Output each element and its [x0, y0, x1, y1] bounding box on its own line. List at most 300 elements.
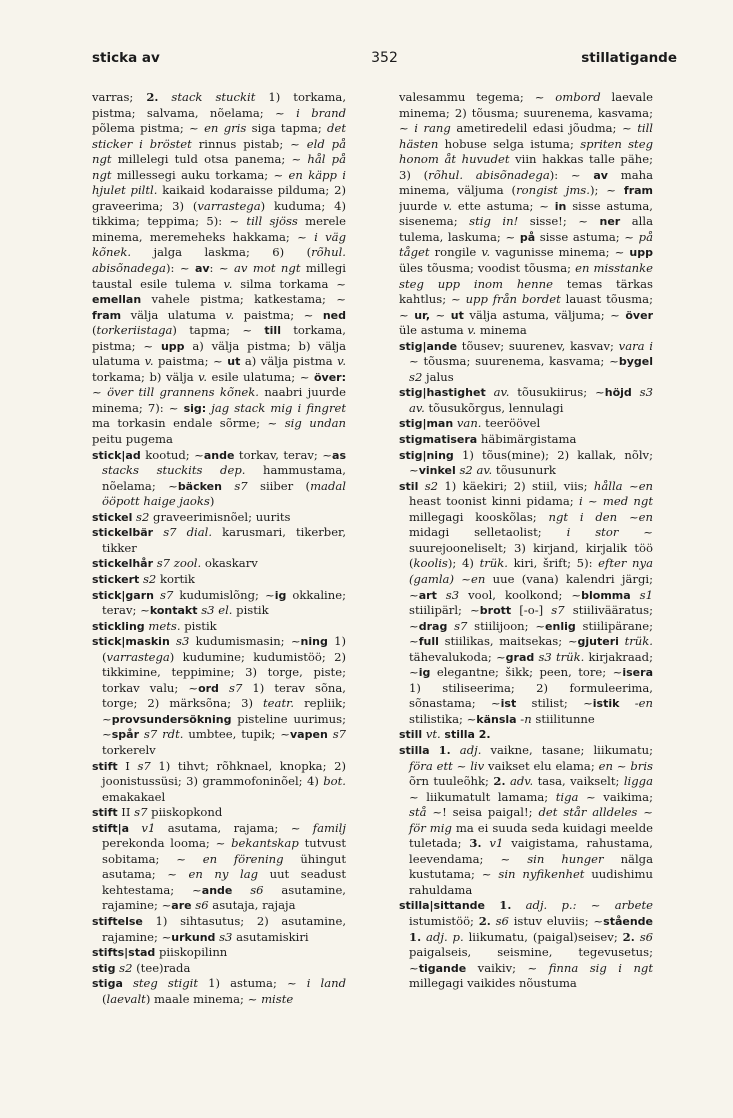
italic-text: trük. — [479, 556, 508, 571]
entry-text: ma ei suuda seda kuidagi meelde tuletada; — [409, 820, 653, 851]
entry-text: torkerelv — [102, 742, 156, 757]
entry-text: emakakael — [102, 789, 166, 804]
entry-text: peitu pugema — [92, 432, 173, 447]
entry-text: ~ — [576, 898, 615, 913]
entry-text: esile ulatuma; ~ — [207, 369, 314, 384]
entry-text: stiilitunne — [531, 711, 595, 726]
entry-text: midagi selletaolist; — [409, 525, 567, 540]
subentry-word: vapen — [290, 728, 328, 742]
italic-text: mets. — [148, 618, 181, 633]
italic-text: v. — [144, 354, 154, 369]
headword: stilla — [399, 743, 430, 757]
italic-text: föra ett — [409, 758, 453, 773]
entry-text: tähevalukoda; ~ — [409, 649, 506, 664]
entry-text — [486, 385, 494, 399]
italic-text: teatr. — [263, 696, 295, 711]
entry-text: 1) tõus(mine); 2) kallak, nõlv; ~ — [409, 447, 653, 478]
entry-text: ~ — [612, 758, 631, 773]
entry-text: okkaline; terav; ~ — [102, 587, 346, 618]
italic-text: av. — [493, 385, 510, 400]
headword: stickling — [92, 619, 145, 633]
entry-text: stiilijoon; ~ — [467, 618, 546, 633]
italic-text: s6 — [250, 882, 264, 897]
dictionary-entry — [399, 339, 653, 386]
italic-text: upp från bordet — [465, 292, 561, 307]
headword: stifts|stad — [92, 946, 156, 960]
entry-text — [232, 883, 250, 897]
entry-text: millegi taustal esile tulema — [92, 261, 346, 291]
italic-text: s2 — [424, 478, 439, 493]
entry-text: piiskopilinn — [155, 945, 228, 960]
subentry-word: enlig — [545, 619, 576, 633]
entry-text — [511, 898, 525, 912]
subentry-word: fram — [623, 184, 653, 198]
subentry-word: bygel — [618, 355, 653, 369]
italic-text: i brand — [296, 105, 346, 120]
left-column — [92, 90, 346, 1100]
entry-text: ): ~ — [549, 167, 594, 182]
headword: stickel — [92, 510, 133, 524]
italic-text: s2 av. — [459, 463, 493, 478]
sense-number: 1. — [409, 929, 422, 944]
italic-text: s3 — [176, 634, 190, 649]
entry-text: ~ — [454, 571, 472, 586]
italic-text: en ny lag — [188, 867, 259, 882]
italic-text: v. — [467, 323, 477, 338]
entry-text: ); ~ — [589, 183, 624, 198]
entry-text — [632, 385, 640, 399]
subentry-word: stilla 2. — [444, 728, 491, 742]
entry-text: graveerimisnõel; uurits — [149, 509, 291, 524]
italic-text: ombord — [555, 90, 601, 104]
entry-text: ma torkasin endale sõrme; ~ — [92, 416, 285, 431]
entry-text: vaikne, tasane; liikumatu; — [481, 742, 653, 757]
entry-text: ~ — [637, 805, 653, 820]
italic-text: en käpp i hjulet piltl. — [92, 167, 346, 198]
italic-text: sin nyfikenhet — [498, 867, 585, 882]
entry-text: jalus — [422, 369, 454, 384]
entry-text: ~ — [92, 385, 108, 400]
dictionary-entry — [399, 432, 653, 448]
italic-text: v. — [223, 276, 233, 291]
italic-text: v. — [198, 369, 208, 384]
italic-text: för mig — [409, 820, 452, 835]
headword: stick|ad — [92, 448, 141, 462]
subentry-word: stående — [603, 914, 653, 928]
entry-text: liikumatu, (paigal)seisev; — [463, 929, 623, 944]
italic-text: v1 — [141, 820, 156, 835]
entry-text: millelegi tuld otsa panema; ~ — [111, 152, 308, 167]
entry-text: 1) terav sõna, torge; 2) märksõna; 3) — [102, 680, 346, 711]
italic-text: v. — [225, 307, 235, 322]
subentry-word: på — [519, 230, 536, 244]
entry-text: ( — [92, 323, 97, 338]
entry-text: ) tapma; ~ — [172, 323, 265, 338]
italic-text: över till grannens kõnek. — [107, 385, 259, 400]
entry-text — [222, 479, 234, 493]
entry-text: välja ulatuma — [121, 307, 226, 322]
entry-text: 1) torkama, pistma; salvama, nõelama; ~ — [92, 90, 346, 120]
italic-text: torkeriistaga — [96, 323, 173, 338]
subentry-word: höjd — [604, 386, 632, 400]
subentry-word: ut — [450, 308, 464, 322]
entry-text — [123, 976, 133, 990]
subentry-word: ande — [203, 448, 235, 462]
entry-text: minema — [476, 323, 527, 338]
italic-text: finna sig i ngt — [548, 960, 653, 975]
italic-text: till sjöss — [246, 214, 298, 229]
entry-text: maha minema, väljuma ( — [399, 167, 653, 198]
italic-text: adj. p. — [426, 929, 464, 944]
entry-text — [129, 821, 141, 835]
entry-text: pistik — [232, 603, 269, 618]
italic-text: rongist jms. — [516, 183, 590, 198]
subentry-word: ning — [300, 635, 328, 649]
entry-text — [430, 743, 439, 757]
dictionary-entry — [399, 898, 653, 991]
entry-text: hammustama, nõelama; ~ — [102, 463, 346, 493]
entry-text: laevale minema; 2) tõusma; suurenema, kasvama; ~ — [399, 90, 653, 136]
entry-text: torkama, pistma; ~ — [92, 323, 346, 353]
entry-text: millegagi vaikides nõustuma — [409, 976, 577, 991]
entry-text — [437, 588, 446, 602]
italic-text: det står alldeles — [538, 805, 638, 820]
headword: stigmatisera — [399, 433, 478, 447]
subentry-word: as — [332, 448, 346, 462]
italic-text: en förening — [202, 851, 284, 866]
italic-text: s7 — [134, 805, 148, 820]
entry-text: õrn tuuleõhk; — [409, 774, 494, 789]
entry-text: 1) ( — [102, 634, 346, 664]
entry-text — [158, 90, 171, 104]
entry-text: sisse!; ~ — [518, 214, 600, 229]
italic-text: rõhul. abisõnadega — [92, 245, 346, 276]
subentry-word: in — [554, 199, 567, 213]
entry-text: ~ — [622, 478, 639, 493]
italic-text: s2 — [409, 369, 423, 384]
entry-text: siga tapma; — [246, 121, 328, 136]
entry-text: rongile — [429, 245, 482, 260]
subentry-word: upp — [629, 246, 653, 260]
italic-text: spriten steg honom åt huvudet — [399, 136, 653, 167]
dictionary-entry — [92, 961, 346, 977]
entry-text: ) kudumine; kudumistöö; 2) tikkimine, teppimine; 3) torge, piste; torkav valu; ~ — [102, 649, 346, 695]
entry-text: asutama, rajama; ~ — [155, 820, 313, 835]
entry-text — [485, 898, 499, 912]
entry-text: a) välja pistma — [240, 354, 338, 369]
entry-text: ); 4) — [447, 556, 480, 571]
italic-text: s2 — [142, 571, 157, 586]
entry-text — [451, 743, 460, 757]
entry-text: ) kuduma; 4) tikkima; teppima; 5): ~ — [92, 198, 346, 229]
entry-text: ~ suurejooneliselt; 3) kirjand, kirjalik töö ( — [409, 525, 653, 571]
entry-text: (tee)rada — [132, 960, 191, 975]
entry-text: vahele pistma; katkestama; ~ — [141, 292, 346, 307]
subentry-word: vinkel — [418, 464, 456, 478]
italic-text: stacks stuckits dep. — [102, 463, 246, 478]
dictionary-entry — [399, 727, 653, 743]
dictionary-entry — [92, 945, 346, 961]
dictionary-entry — [92, 821, 346, 914]
dictionary-entry — [399, 743, 653, 898]
italic-text: v. — [443, 198, 453, 213]
italic-text: en misstanke steg upp inom henne — [399, 261, 653, 291]
entry-text: ette astuma; ~ — [452, 198, 555, 213]
entry-text: uut seadust kehtestama; ~ — [102, 867, 346, 897]
italic-text: s2 — [136, 509, 150, 524]
entry-text: a) välja pistma; b) välja ulatuma — [92, 338, 346, 369]
headword: stickert — [92, 572, 140, 586]
sense-number: 1. — [499, 898, 512, 913]
italic-text: van. — [456, 416, 482, 431]
entry-text: vaikset elu elama; — [484, 758, 599, 773]
entry-text: valesammu tegema; ~ — [399, 90, 556, 104]
entry-text: stilist; ~ — [516, 696, 593, 711]
italic-text: s3 trük. — [538, 649, 585, 664]
entry-text: paigalseis, seismine, tegevusetus; ~ — [409, 945, 653, 975]
italic-text: adv. — [509, 774, 534, 789]
italic-text: till hästen — [399, 121, 653, 151]
italic-text: i stor — [566, 525, 619, 540]
italic-text: adj. — [459, 742, 482, 757]
entry-text: heast toonist kinni pidama; — [409, 494, 579, 509]
dictionary-entry — [92, 619, 346, 635]
entry-text: põlema pistma; ~ — [92, 121, 205, 136]
dictionary-entry — [92, 510, 346, 526]
headword: stig|hastighet — [399, 386, 486, 400]
headword: stick|garn — [92, 588, 154, 602]
entry-text: piiskopkond — [147, 805, 223, 820]
italic-text: laevalt — [106, 991, 146, 1006]
entry-text: ~ liikumatult lamama; — [409, 789, 556, 804]
subentry-word: ig — [418, 666, 431, 680]
italic-text: s7 — [454, 618, 468, 633]
italic-text: varrastega — [197, 198, 261, 213]
subentry-word: ned — [322, 308, 346, 322]
entry-text: stiilivääratus; ~ — [409, 603, 653, 633]
dictionary-entry — [92, 448, 346, 510]
subentry-word: upp — [160, 339, 185, 353]
italic-text: adj. p.: — [525, 898, 577, 913]
sense-number: 2. — [146, 90, 159, 104]
dictionary-entry — [92, 572, 346, 588]
entry-text: juurde — [399, 198, 444, 213]
entry-text: ~ tõusma; suurenema, kasvama; ~ — [409, 354, 619, 369]
headword: stig|ning — [399, 448, 454, 462]
italic-text: hålla — [593, 478, 623, 493]
italic-text: i — [578, 494, 583, 509]
entry-text: repliik; ~ — [102, 696, 346, 726]
italic-text: s3 — [219, 929, 233, 944]
headword: stick|maskin — [92, 635, 170, 649]
entry-text: teeröövel — [481, 416, 541, 431]
headword: stig|man — [399, 417, 454, 431]
italic-text: v. — [337, 354, 346, 369]
subentry-word: istik — [592, 697, 620, 711]
entry-text: tasa, vaikselt; — [533, 774, 624, 789]
right-column — [399, 90, 653, 1100]
entry-text: tõusunurk — [492, 463, 556, 478]
italic-text: eld på ngt — [92, 136, 346, 167]
entry-text: vaikiv; ~ — [466, 960, 549, 975]
subentry-word: till — [264, 324, 281, 338]
italic-text: en — [638, 509, 653, 524]
italic-text: steg stigit — [132, 976, 199, 991]
italic-text: tiga — [555, 789, 579, 804]
italic-text: s1 — [639, 587, 653, 602]
italic-text: av mot ngt — [234, 261, 301, 276]
sense-number: 3. — [469, 836, 482, 851]
italic-text: sig undan — [284, 416, 346, 431]
headword: stift — [92, 759, 118, 773]
subentry-word: spår — [111, 728, 139, 742]
subentry-word: av — [593, 168, 608, 182]
sense-number: 2. — [493, 774, 506, 789]
entry-text: kaikaid kodaraisse pilduma; 2) graveerima; 3) ( — [92, 183, 346, 213]
entry-text: stiilipärane; ~ — [409, 618, 653, 649]
italic-text: på tåget — [399, 229, 653, 260]
dictionary-entry — [92, 805, 346, 821]
headword: stickelbär — [92, 526, 154, 540]
subentry-word: ord — [198, 681, 219, 695]
italic-text: s7 zool. — [156, 556, 202, 571]
entry-text: pistik — [180, 618, 217, 633]
subentry-word: full — [418, 635, 439, 649]
headword: stil — [399, 479, 419, 493]
italic-text: med ngt — [602, 494, 653, 509]
italic-text: ligga — [623, 774, 653, 789]
subentry-word: art — [418, 588, 437, 602]
dictionary-entry — [399, 385, 653, 416]
italic-text: s6 — [639, 929, 653, 944]
dictionary-entry — [92, 634, 346, 758]
headword: still — [399, 728, 423, 742]
entry-text: tutvust sobitama; ~ — [102, 836, 346, 866]
headword: stift — [92, 806, 118, 820]
dictionary-entry — [92, 914, 346, 945]
entry-text: ~! seisa paigal!; — [426, 805, 539, 820]
italic-text: bris — [630, 758, 653, 773]
italic-text: koolis — [413, 556, 448, 571]
subentry-word: are — [171, 899, 192, 913]
dictionary-entry — [399, 479, 653, 728]
entry-text: välja astuma, väljuma; ~ — [463, 307, 626, 322]
entry-text: torkav, terav; ~ — [234, 447, 333, 462]
entry-text: kudumismasin; ~ — [189, 634, 301, 649]
subentry-word: ur, — [414, 308, 431, 322]
subentry-word: drag — [418, 619, 448, 633]
entry-text: tõusev; suurenev, kasvav; — [457, 338, 619, 353]
italic-text: stå — [409, 805, 427, 820]
headword: stift|a — [92, 821, 130, 835]
entry-text: torkama; b) välja — [92, 369, 199, 384]
subentry-word: känsla — [476, 712, 517, 726]
italic-text: vara i — [618, 338, 653, 353]
italic-text: vt. — [425, 727, 441, 742]
italic-text: v1 — [489, 836, 504, 851]
italic-text: en gris — [204, 121, 247, 136]
headword: stiga — [92, 977, 123, 991]
italic-text: miste — [261, 991, 294, 1006]
entry-text: ametiredelil edasi jõudma; ~ — [450, 121, 638, 136]
subentry-word: sig: — [183, 401, 207, 415]
entry-text: pisteline uurimus; ~ — [102, 711, 346, 742]
entry-text: ~ vaikima; — [578, 789, 653, 804]
subentry-word: blomma — [581, 588, 631, 602]
headword: stig — [92, 961, 116, 975]
entry-text: naabri juurde minema; 7): ~ — [92, 385, 346, 415]
entry-text: tõusukõrgus, lennulagi — [424, 400, 564, 415]
subentry-word: urkund — [171, 930, 216, 944]
entry-text: siiber ( — [247, 478, 311, 493]
subentry-word: ut — [227, 355, 241, 369]
entry-text: paistma; ~ — [153, 354, 228, 369]
entry-text: 1) stiliseerima; 2) formuleerima, sõnastama; ~ — [409, 680, 653, 711]
subentry-word: tigande — [418, 961, 467, 975]
sense-number: 2. — [622, 929, 635, 944]
entry-text: üle astuma — [399, 323, 468, 338]
subentry-word: bäcken — [177, 479, 222, 493]
italic-text: -en — [634, 696, 653, 711]
entry-text: jalga laskma; 6) ( — [131, 245, 312, 260]
italic-text: s7 rdt. — [143, 727, 184, 742]
italic-text: s7 — [234, 478, 248, 493]
italic-text: bekantskap — [231, 836, 299, 851]
italic-text: -n — [520, 711, 532, 726]
italic-text: jag stack mig i fingret — [211, 400, 346, 415]
entry-text: ~ — [452, 758, 471, 773]
entry-text: stilistika; ~ — [409, 711, 477, 726]
italic-text: ngt i den — [548, 509, 618, 524]
italic-text: rõhul. abisõnadega — [428, 167, 550, 182]
entry-text: stiilikas, maitsekas; ~ — [438, 634, 578, 649]
italic-text: stack stuckit — [171, 90, 256, 104]
subentry-word: emellan — [92, 293, 142, 307]
italic-text: arbete — [614, 898, 653, 913]
italic-text: s7 dial. — [163, 525, 213, 540]
italic-text: s3 el. — [201, 603, 233, 618]
entry-text: 1) sihtasutus; 2) asutamine, rajamine; ~ — [102, 913, 346, 944]
subentry-word: brott — [479, 604, 512, 618]
running-head-left: sticka av — [92, 50, 160, 66]
entry-text: : ~ — [209, 261, 234, 276]
entry-text — [631, 588, 640, 602]
italic-text: efter nya (gamla) — [409, 556, 653, 586]
entry-text: elegantne; šikk; peen, tore; ~ — [430, 665, 623, 680]
entry-text: ) maale minema; ~ — [145, 991, 262, 1006]
entry-text — [219, 681, 229, 695]
subentry-word: fram — [92, 308, 122, 322]
entry-text: ) — [209, 494, 215, 509]
entry-text: kootud; ~ — [140, 447, 204, 462]
italic-text: en — [638, 478, 653, 493]
dictionary-entry — [92, 556, 346, 572]
italic-text: v. — [481, 245, 491, 260]
entry-text: merele minema, meremeheks hakkama; ~ — [92, 214, 346, 244]
entry-text: stiilipärl; ~ — [409, 603, 480, 618]
subentry-word: över — [625, 308, 653, 322]
italic-text: s3 av. — [409, 385, 653, 415]
running-head-right: stillatigande — [581, 50, 677, 66]
italic-text: det sticker i bröstet — [92, 121, 346, 151]
entry-text: häbimärgistama — [477, 432, 577, 447]
italic-text: s7 — [551, 603, 565, 618]
entry-text: hobuse selga istuma; — [438, 136, 581, 151]
entry-text: silma torkama ~ — [232, 276, 346, 291]
italic-text: s3 — [445, 587, 460, 602]
subentry-word: ande — [201, 883, 233, 897]
entry-text: sisse astuma, sisenema; — [399, 198, 653, 229]
